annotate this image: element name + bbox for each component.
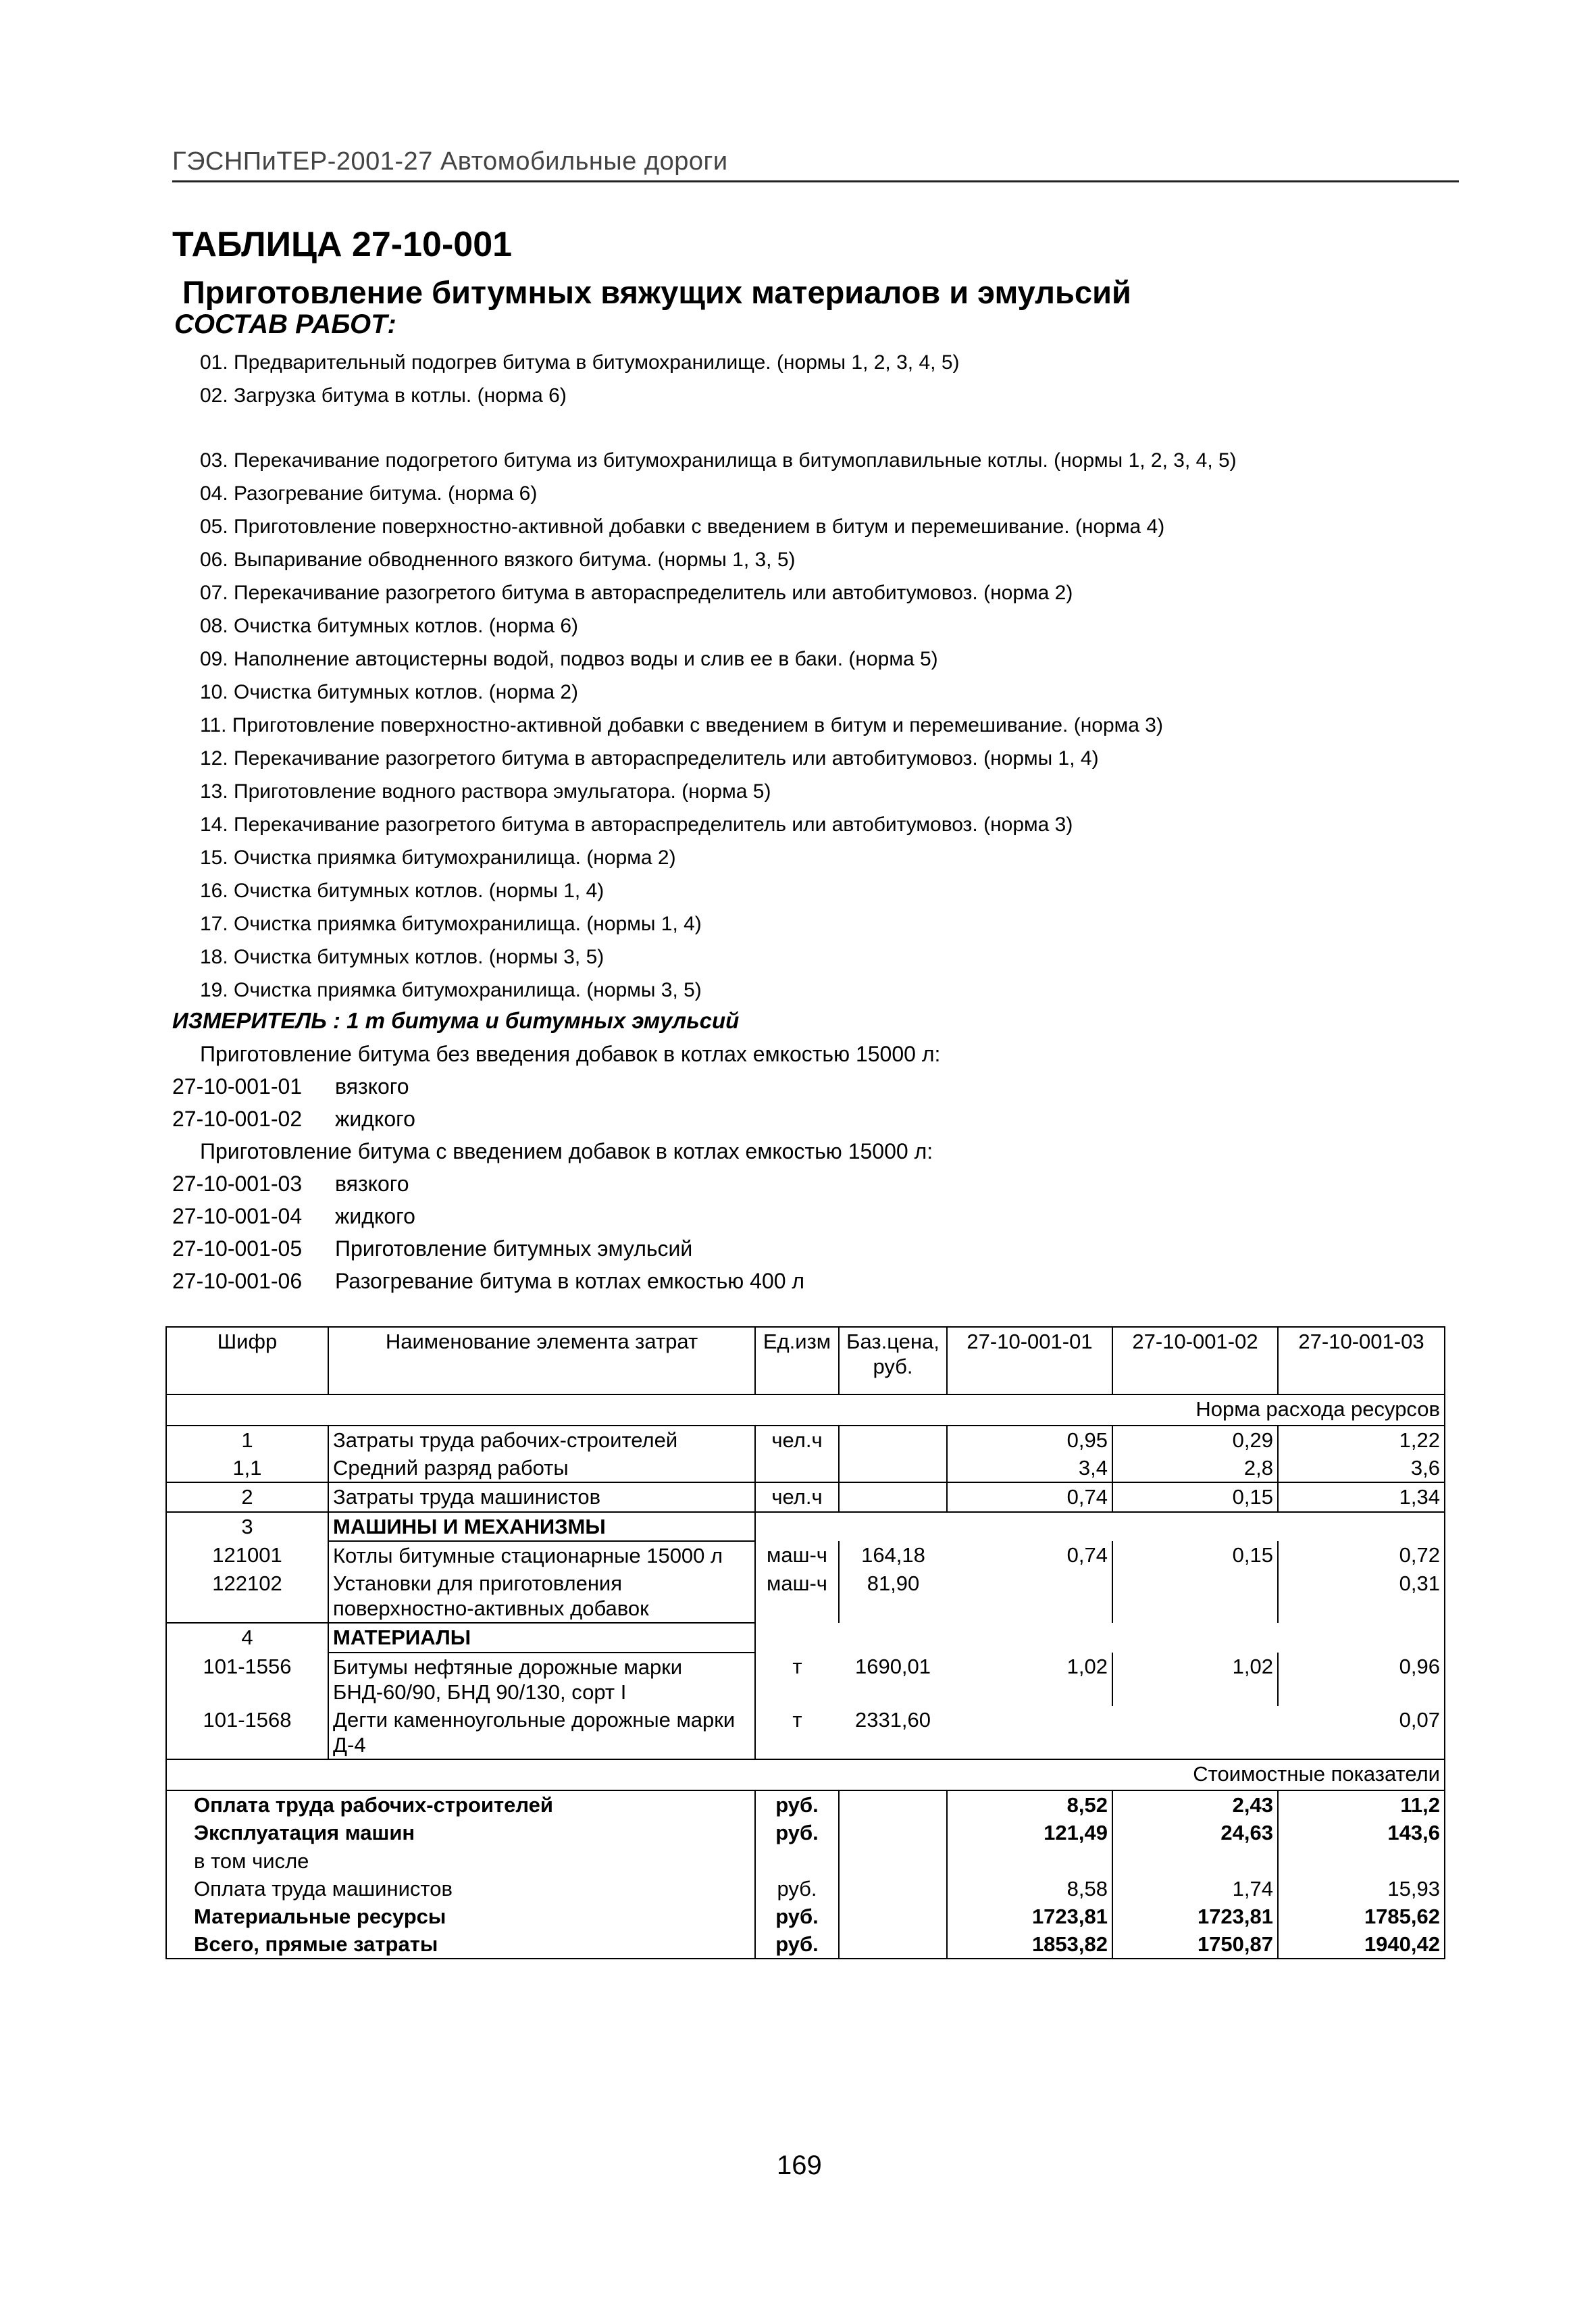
row-value [1278, 1623, 1445, 1652]
cost-name: Всего, прямые затраты [166, 1930, 755, 1959]
row-name: Битумы нефтяные дорожные марки БНД-60/90, БНД 90/130, сорт I [328, 1653, 755, 1706]
work-item: 08. Очистка битумных котлов. (норма 6) [200, 615, 579, 637]
row-code: 1,1 [166, 1454, 328, 1482]
cost-value [1278, 1847, 1445, 1875]
row-price: 164,18 [861, 1542, 925, 1567]
table-header-row [166, 1327, 1445, 1394]
work-item: 07. Перекачивание разогретого битума в автораспределитель или автобитумовоз. (норма 2) [200, 582, 1073, 604]
resource-table [165, 1326, 1445, 1959]
row-price: 1690,01 [854, 1654, 931, 1678]
cost-row [166, 1930, 1445, 1959]
row-code: 101-1568 [166, 1706, 328, 1759]
row-unit: чел.ч [755, 1482, 839, 1511]
cost-unit [755, 1847, 839, 1875]
row-name: Средний разряд работы [328, 1454, 755, 1482]
norm-description: Приготовление битумных эмульсий [335, 1236, 693, 1261]
cost-value [1112, 1847, 1278, 1875]
cost-name: Оплата труда рабочих-строителей [166, 1790, 755, 1819]
cost-row [166, 1903, 1445, 1930]
row-value: 1,02 [947, 1653, 1112, 1706]
work-item: 19. Очистка приямка битумохранилища. (нормы 3, 5) [200, 979, 702, 1001]
work-item: 11. Приготовление поверхностно-активной добавки с введением в битум и перемешивание. (норма 3) [200, 714, 1163, 736]
running-header: ГЭСНПиТЕР-2001-27 Автомобильные дороги [172, 147, 1459, 182]
cost-value: 2,43 [1112, 1790, 1278, 1819]
row-value [1112, 1569, 1278, 1623]
row-value: 0,95 [947, 1426, 1112, 1454]
column-header: Ед.изм [755, 1327, 839, 1394]
cost-value: 8,58 [947, 1875, 1112, 1903]
norm-code: 27-10-001-03 [172, 1172, 303, 1196]
row-code: 1 [166, 1426, 328, 1454]
row-value [947, 1512, 1112, 1541]
row-value [1112, 1623, 1278, 1652]
column-header: 27-10-001-01 [947, 1327, 1112, 1394]
cost-unit: руб. [755, 1875, 839, 1903]
row-value [1278, 1512, 1445, 1541]
table-row [166, 1623, 1445, 1652]
cost-value: 24,63 [1112, 1819, 1278, 1846]
row-value [947, 1706, 1112, 1759]
work-item: 13. Приготовление водного раствора эмульгатора. (норма 5) [200, 780, 771, 803]
page-number: 169 [777, 2150, 822, 2180]
cost-value: 143,6 [1278, 1819, 1445, 1846]
row-value [1112, 1512, 1278, 1541]
row-unit [755, 1454, 839, 1482]
row-value: 0,29 [1112, 1426, 1278, 1454]
table-row [166, 1512, 1445, 1541]
row-value [947, 1569, 1112, 1623]
row-code: 2 [166, 1482, 328, 1511]
norm-code: 27-10-001-05 [172, 1236, 303, 1261]
row-value [947, 1623, 1112, 1652]
work-item: 12. Перекачивание разогретого битума в автораспределитель или автобитумовоз. (нормы 1, 4) [200, 747, 1099, 770]
cost-value: 1940,42 [1278, 1930, 1445, 1959]
row-name: Затраты труда рабочих-строителей [328, 1426, 755, 1454]
work-item: 04. Разогревание битума. (норма 6) [200, 482, 538, 505]
row-price: 81,90 [867, 1571, 920, 1595]
row-price [839, 1426, 947, 1454]
row-unit: маш-ч [755, 1541, 839, 1569]
row-unit [755, 1623, 839, 1652]
cost-row [166, 1847, 1445, 1875]
row-code: 4 [166, 1623, 328, 1652]
work-item: 05. Приготовление поверхностно-активной добавки с введением в битум и перемешивание. (норма 4) [200, 515, 1165, 538]
group-heading: Приготовление битума без введения добавок в котлах емкостью 15000 л: [200, 1042, 941, 1066]
row-price [839, 1623, 947, 1652]
norm-description: вязкого [335, 1172, 409, 1196]
table-row [166, 1454, 1445, 1482]
cost-unit: руб. [755, 1903, 839, 1930]
table-title: ТАБЛИЦА 27-10-001 [172, 225, 513, 264]
table-row [166, 1426, 1445, 1454]
row-value: 1,02 [1112, 1653, 1278, 1706]
row-price [839, 1482, 947, 1511]
row-name: Дегти каменноугольные дорожные марки Д-4 [328, 1706, 755, 1759]
work-item: 16. Очистка битумных котлов. (нормы 1, 4) [200, 880, 604, 902]
cost-value: 15,93 [1278, 1875, 1445, 1903]
row-price [839, 1454, 947, 1482]
row-value [1112, 1706, 1278, 1759]
work-item: 03. Перекачивание подогретого битума из битумохранилища в битумоплавильные котлы. (нормы 1, 2, 3, 4, 5) [200, 449, 1237, 472]
column-header: 27-10-001-02 [1112, 1327, 1278, 1394]
row-code: 3 [166, 1512, 328, 1541]
table-row [166, 1541, 1445, 1569]
column-header: Баз.цена, руб. [839, 1327, 947, 1394]
work-item: 17. Очистка приямка битумохранилища. (нормы 1, 4) [200, 913, 702, 935]
cost-row [166, 1875, 1445, 1903]
measure-unit: ИЗМЕРИТЕЛЬ : 1 т битума и битумных эмульсий [172, 1008, 740, 1033]
cost-value: 1750,87 [1112, 1930, 1278, 1959]
cost-value: 1723,81 [1112, 1903, 1278, 1930]
row-value: 0,74 [947, 1482, 1112, 1511]
norm-code: 27-10-001-02 [172, 1107, 303, 1131]
cost-section-label: Стоимостные показатели [166, 1759, 1445, 1790]
row-value: 0,31 [1278, 1569, 1445, 1623]
work-composition-heading: СОСТАВ РАБОТ: [174, 309, 396, 339]
norm-description: Разогревание битума в котлах емкостью 400 л [335, 1269, 805, 1293]
row-value: 0,07 [1278, 1706, 1445, 1759]
row-name: Затраты труда машинистов [328, 1482, 755, 1511]
row-unit: чел.ч [755, 1426, 839, 1454]
cost-value: 8,52 [947, 1790, 1112, 1819]
cost-unit: руб. [755, 1930, 839, 1959]
norm-code: 27-10-001-01 [172, 1074, 303, 1099]
row-price [839, 1512, 947, 1541]
norm-section-label: Норма расхода ресурсов [166, 1394, 1445, 1426]
norm-code: 27-10-001-04 [172, 1204, 303, 1228]
cost-value: 1785,62 [1278, 1903, 1445, 1930]
norm-section-row [166, 1394, 1445, 1426]
cost-value: 1853,82 [947, 1930, 1112, 1959]
norm-description: жидкого [335, 1204, 415, 1228]
row-unit: т [792, 1654, 802, 1678]
work-item: 15. Очистка приямка битумохранилища. (норма 2) [200, 847, 676, 869]
cost-unit: руб. [755, 1819, 839, 1846]
row-unit [755, 1512, 839, 1541]
cost-name: в том числе [166, 1847, 755, 1875]
cost-value: 1,74 [1112, 1875, 1278, 1903]
group-heading: Приготовление битума с введением добавок в котлах емкостью 15000 л: [200, 1139, 933, 1163]
row-value: 0,15 [1112, 1482, 1278, 1511]
cost-value: 1723,81 [947, 1903, 1112, 1930]
cost-value: 11,2 [1278, 1790, 1445, 1819]
row-name: Установки для приготовления поверхностно-активных добавок [328, 1569, 755, 1623]
column-header: Шифр [166, 1327, 328, 1394]
table-row [166, 1706, 1445, 1759]
column-header: Наименование элемента затрат [328, 1327, 755, 1394]
norm-description: вязкого [335, 1074, 409, 1099]
cost-name: Эксплуатация машин [166, 1819, 755, 1846]
row-unit: маш-ч [755, 1569, 839, 1623]
row-code: 121001 [166, 1541, 328, 1569]
row-name: Котлы битумные стационарные 15000 л [328, 1541, 755, 1569]
row-value: 3,6 [1278, 1454, 1445, 1482]
cost-row [166, 1819, 1445, 1846]
work-item: 02. Загрузка битума в котлы. (норма 6) [200, 384, 567, 407]
row-code: 101-1556 [166, 1653, 328, 1706]
cost-value [947, 1847, 1112, 1875]
row-value: 0,74 [947, 1541, 1112, 1569]
norm-code: 27-10-001-06 [172, 1269, 303, 1293]
row-value: 1,34 [1278, 1482, 1445, 1511]
column-header: 27-10-001-03 [1278, 1327, 1445, 1394]
table-subtitle: Приготовление битумных вяжущих материалов и эмульсий [182, 274, 1131, 310]
work-item: 10. Очистка битумных котлов. (норма 2) [200, 681, 579, 703]
row-value: 2,8 [1112, 1454, 1278, 1482]
cost-row [166, 1790, 1445, 1819]
row-value: 0,96 [1278, 1653, 1445, 1706]
row-code: 122102 [166, 1569, 328, 1623]
work-item: 09. Наполнение автоцистерны водой, подвоз воды и слив ее в баки. (норма 5) [200, 648, 938, 670]
table-row [166, 1653, 1445, 1706]
row-price: 2331,60 [854, 1707, 931, 1732]
row-value: 0,72 [1278, 1541, 1445, 1569]
cost-name: Оплата труда машинистов [166, 1875, 755, 1903]
work-item: 14. Перекачивание разогретого битума в автораспределитель или автобитумовоз. (норма 3) [200, 813, 1073, 836]
row-name: МАШИНЫ И МЕХАНИЗМЫ [328, 1512, 755, 1541]
row-value: 1,22 [1278, 1426, 1445, 1454]
work-item: 06. Выпаривание обводненного вязкого битума. (нормы 1, 3, 5) [200, 549, 796, 571]
table-row [166, 1482, 1445, 1511]
cost-name: Материальные ресурсы [166, 1903, 755, 1930]
cost-value: 121,49 [947, 1819, 1112, 1846]
row-unit: т [792, 1707, 802, 1732]
work-item: 01. Предварительный подогрев битума в битумохранилище. (нормы 1, 2, 3, 4, 5) [200, 351, 960, 374]
cost-unit: руб. [755, 1790, 839, 1819]
cost-section-row [166, 1759, 1445, 1790]
norm-description: жидкого [335, 1107, 415, 1131]
row-name: МАТЕРИАЛЫ [328, 1623, 755, 1652]
row-value: 3,4 [947, 1454, 1112, 1482]
row-value: 0,15 [1112, 1541, 1278, 1569]
table-row [166, 1569, 1445, 1623]
work-item: 18. Очистка битумных котлов. (нормы 3, 5) [200, 946, 604, 968]
